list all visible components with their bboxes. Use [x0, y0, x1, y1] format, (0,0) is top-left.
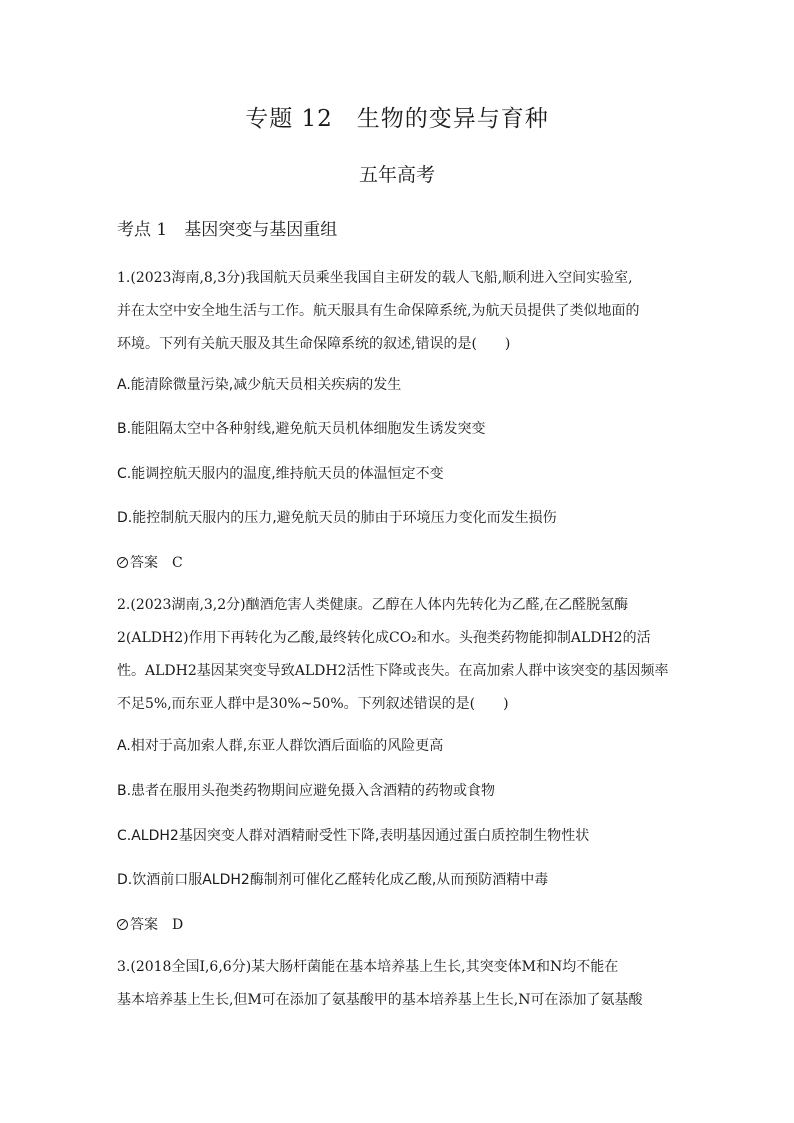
- question-2-line: 2(ALDH2)作用下再转化为乙酸,最终转化成CO₂和水。头孢类药物能抑制ALDH2的活: [117, 630, 651, 646]
- answer-icon: [117, 557, 128, 568]
- question-1-option-d: D.能控制航天服内的压力,避免航天员的肺由于环境压力变化而发生损伤: [117, 510, 557, 526]
- question-3-stem: [117, 957, 687, 1023]
- question-2-option-d: D.饮酒前口服ALDH2酶制剂可催化乙醛转化成乙酸,从而预防酒精中毒: [117, 872, 549, 888]
- answer-icon: [117, 919, 128, 930]
- question-1-stem: [117, 268, 687, 367]
- page-title: 专题 12 生物的变异与育种: [245, 106, 549, 132]
- question-2-answer: [117, 914, 183, 934]
- question-2-option-b: B.患者在服用头孢类药物期间应避免摄入含酒精的药物或食物: [117, 783, 496, 799]
- question-1-option-c: C.能调控航天服内的温度,维持航天员的体温恒定不变: [117, 466, 444, 482]
- question-3-line: 3.(2018全国Ⅰ,6,6分)某大肠杆菌能在基本培养基上生长,其突变体M和N均不能在: [117, 959, 619, 975]
- section-heading: 考点 1 基因突变与基因重组: [117, 220, 338, 240]
- answer-label: 答案: [130, 555, 158, 571]
- question-2-option-a: A.相对于高加索人群,东亚人群饮酒后面临的风险更高: [117, 738, 444, 754]
- question-1-option-a: A.能清除微量污染,减少航天员相关疾病的发生: [117, 377, 402, 393]
- answer-label: 答案: [130, 917, 158, 933]
- page-subtitle: 五年高考: [358, 164, 435, 186]
- answer-value: D: [172, 917, 184, 933]
- question-1-line: 并在太空中安全地生活与工作。航天服具有生命保障系统,为航天员提供了类似地面的: [117, 303, 640, 319]
- question-1-line: 1.(2023海南,8,3分)我国航天员乘坐我国自主研发的载人飞船,顺利进入空间实验室,: [117, 270, 633, 286]
- question-2-option-c: C.ALDH2基因突变人群对酒精耐受性下降,表明基因通过蛋白质控制生物性状: [117, 828, 590, 844]
- question-2-line: 性。ALDH2基因某突变导致ALDH2活性下降或丧失。在高加索人群中该突变的基因频率: [117, 663, 669, 679]
- question-1-option-b: B.能阻隔太空中各种射线,避免航天员机体细胞发生诱发突变: [117, 421, 486, 437]
- question-1-answer: [117, 552, 183, 572]
- question-2-line: 2.(2023湖南,3,2分)酗酒危害人类健康。乙醇在人体内先转化为乙醛,在乙醛脱氢酶: [117, 597, 629, 613]
- question-2-stem: [117, 595, 687, 727]
- question-3-line: 基本培养基上生长,但M可在添加了氨基酸甲的基本培养基上生长,N可在添加了氨基酸: [117, 992, 643, 1008]
- question-1-line: 环境。下列有关航天服及其生命保障系统的叙述,错误的是( ): [117, 336, 511, 352]
- answer-value: C: [172, 555, 183, 571]
- question-2-line: 不足5%,而东亚人群中是30%~50%。下列叙述错误的是( ): [117, 696, 509, 712]
